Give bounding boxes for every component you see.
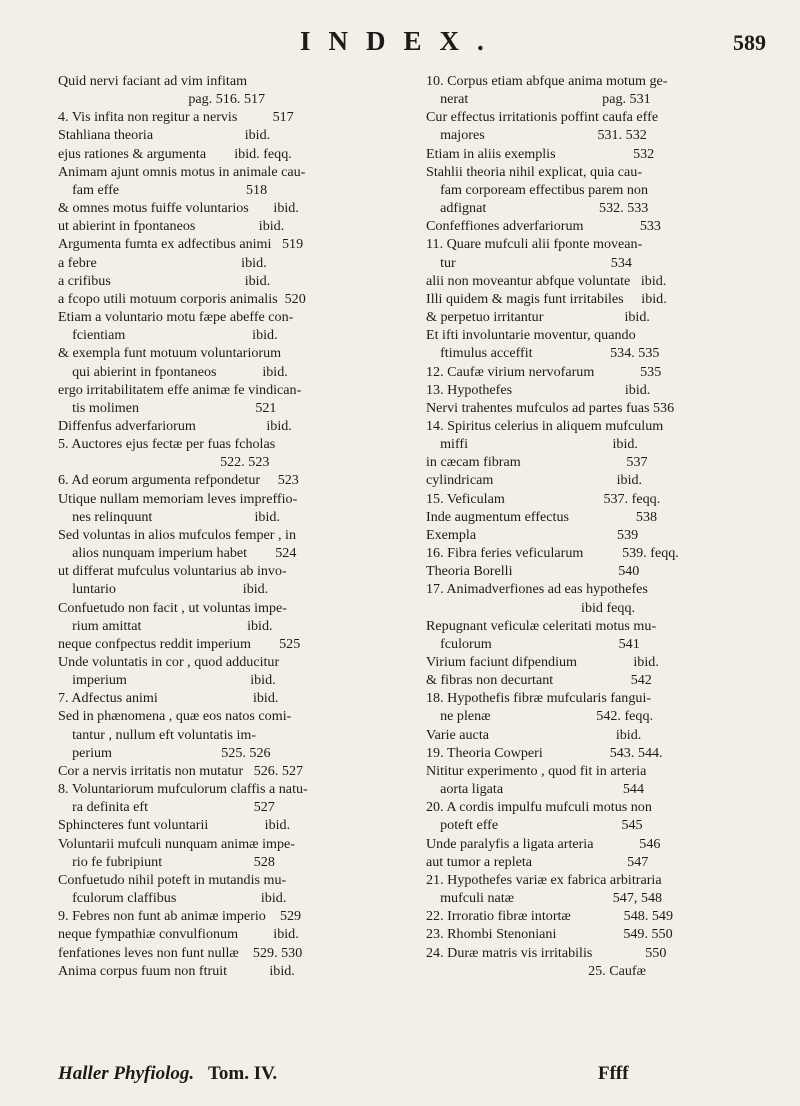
index-entry: Stahliana theoria ibid.	[58, 127, 271, 144]
index-entry: Diffenfus adverfariorum ibid.	[58, 417, 292, 434]
index-entry: Confeffiones adverfariorum 533	[426, 218, 661, 235]
index-entry: & omnes motus fuiffe voluntarios ibid.	[58, 200, 299, 217]
index-entry: 5. Auctores ejus fectæ per fuas fcholas	[58, 436, 276, 453]
index-entry: tantur , nullum eft voluntatis im-	[58, 726, 257, 743]
index-entry: Sed voluntas in alios mufculos femper , in	[58, 526, 296, 543]
index-entry: in cæcam fibram 537	[426, 454, 648, 471]
index-entry: luntario ibid.	[58, 581, 269, 598]
index-entry: ejus rationes & argumenta ibid. feqq.	[58, 145, 292, 162]
index-entry: Confuetudo non facit , ut voluntas impe-	[58, 599, 287, 616]
index-entry: & perpetuo irritantur ibid.	[426, 309, 650, 326]
index-entry: neque fympathiæ convulfionum ibid.	[58, 926, 299, 943]
index-entry: Stahlii theoria nihil explicat, quia cau-	[426, 163, 643, 180]
index-entry: 23. Rhombi Stenoniani 549. 550	[426, 926, 673, 943]
index-entry: imperium ibid.	[58, 672, 276, 689]
index-entry: rio fe fubripiunt 528	[58, 853, 275, 870]
index-entry: Exempla 539	[426, 526, 639, 543]
index-entry: ne plenæ 542. feqq.	[426, 708, 654, 725]
index-entry: 19. Theoria Cowperi 543. 544.	[426, 744, 663, 761]
index-entry: a febre ibid.	[58, 254, 267, 271]
index-entry: a crifibus ibid.	[58, 272, 271, 289]
index-entry: fculorum claffibus ibid.	[58, 890, 287, 907]
index-entry: Unde voluntatis in cor , quod adducitur	[58, 654, 280, 670]
index-entry: ergo irritabilitatem effe animæ fe vindican-	[58, 381, 302, 398]
index-entry: Sphincteres funt voluntarii ibid.	[58, 817, 291, 834]
index-entry: Etiam in aliis exemplis 532	[426, 145, 655, 162]
index-entry: adfignat 532. 533	[426, 200, 649, 217]
index-entry: Virium faciunt difpendium ibid.	[426, 654, 659, 670]
index-entry: a fcopo utili motuum corporis animalis 520	[58, 290, 306, 307]
index-entry: Etiam a voluntario motu fæpe abeffe con-	[58, 309, 294, 326]
index-entry: qui abierint in fpontaneos ibid.	[58, 363, 288, 380]
index-entry: 9. Febres non funt ab animæ imperio 529	[58, 908, 302, 925]
page-footer	[58, 1063, 758, 1093]
footer-volume: Tom. IV.	[208, 1063, 278, 1084]
footer-book-title: Haller Phyfiolog.	[58, 1063, 195, 1084]
index-entry: Anima corpus fuum non ftruit ibid.	[58, 962, 295, 979]
index-entry: 7. Adfectus animi ibid.	[58, 690, 279, 707]
index-entry: 15. Veficulam 537. feqq.	[426, 490, 661, 507]
index-entry: Confuetudo nihil poteft in mutandis mu-	[58, 871, 287, 888]
index-entry: 18. Hypothefis fibræ mufcularis fangui-	[426, 690, 652, 707]
page-number: 589	[733, 30, 766, 55]
index-entry: & fibras non decurtant 542	[426, 672, 652, 689]
index-entry: ibid feqq.	[426, 599, 636, 616]
index-entry: poteft effe 545	[426, 817, 643, 834]
index-entry: Varie aucta ibid.	[426, 726, 642, 743]
index-entry: & exempla funt motuum voluntariorum	[58, 345, 282, 362]
index-entry: nes relinquunt ibid.	[58, 508, 280, 525]
index-entry: perium 525. 526	[58, 744, 271, 761]
index-entry: tis molimen 521	[58, 399, 277, 416]
index-entry: tur 534	[426, 254, 632, 271]
index-entry: 25. Caufæ	[426, 962, 647, 979]
index-entry: 13. Hypothefes ibid.	[426, 381, 651, 398]
index-entry: 12. Caufæ virium nervofarum 535	[426, 363, 662, 380]
index-entry: ftimulus acceffit 534. 535	[426, 345, 660, 362]
page-header	[0, 8, 800, 68]
index-entry: fam corpoream effectibus parem non	[426, 181, 649, 198]
index-column-left	[58, 72, 418, 980]
index-entry: Quid nervi faciant ad vim infitam	[58, 73, 248, 89]
index-entry: 522. 523	[58, 454, 270, 471]
index-entry: rium amittat ibid.	[58, 617, 273, 634]
index-entry: fam effe 518	[58, 181, 268, 198]
index-entry: Cor a nervis irritatis non mutatur 526. 527	[58, 762, 304, 779]
index-entry: ra definita eft 527	[58, 799, 275, 816]
index-entry: Unde paralyfis a ligata arteria 546	[426, 835, 661, 852]
index-entry: aorta ligata 544	[426, 781, 645, 798]
index-entry: cylindricam ibid.	[426, 472, 643, 489]
index-entry: Illi quidem & magis funt irritabiles ibid.	[426, 290, 667, 307]
index-entry: 6. Ad eorum argumenta refpondetur 523	[58, 472, 299, 489]
index-entry: 22. Irroratio fibræ intortæ 548. 549	[426, 908, 674, 925]
index-entry: Cur effectus irritationis poffint caufa effe	[426, 109, 659, 126]
index-entry: nerat pag. 531	[426, 91, 651, 108]
index-entry: 16. Fibra feries veficularum 539. feqq.	[426, 545, 679, 562]
index-entry: mufculi natæ 547, 548	[426, 890, 663, 907]
index-entry: fcientiam ibid.	[58, 327, 278, 344]
index-entry: Nervi trahentes mufculos ad partes fuas 536	[426, 399, 675, 416]
index-entry: pag. 516. 517	[58, 91, 266, 108]
index-entry: 11. Quare mufculi alii fponte movean-	[426, 236, 643, 253]
index-entry: 8. Voluntariorum mufculorum claffis a natu-	[58, 781, 308, 798]
index-entry: alii non moveantur abfque voluntate ibid.	[426, 272, 667, 289]
index-entry: alios nunquam imperium habet 524	[58, 545, 297, 562]
index-entry: 20. A cordis impulfu mufculi motus non	[426, 799, 652, 816]
index-column-right	[426, 72, 778, 980]
index-entry: 17. Animadverfiones ad eas hypothefes	[426, 581, 648, 598]
index-entry: ut abierint in fpontaneos ibid.	[58, 218, 285, 235]
index-entry: Theoria Borelli 540	[426, 563, 640, 580]
index-entry: majores 531. 532	[426, 127, 647, 144]
index-entry: Utique nullam memoriam leves impreffio-	[58, 490, 298, 507]
index-entry: Repugnant veficulæ celeritati motus mu-	[426, 617, 657, 634]
index-entry: Nititur experimento , quod fit in arteria	[426, 762, 647, 779]
index-entry: ut differat mufculus voluntarius ab invo-	[58, 563, 287, 580]
printer-signature: Ffff	[598, 1063, 629, 1084]
index-entry: 14. Spiritus celerius in aliquem mufculum	[426, 417, 664, 434]
index-entry: Et ifti involuntarie moventur, quando	[426, 327, 636, 344]
index-entry: Voluntarii mufculi nunquam animæ impe-	[58, 835, 295, 852]
index-entry: Animam ajunt omnis motus in animale cau-	[58, 163, 306, 180]
running-title: INDEX.	[300, 26, 502, 56]
index-entry: Argumenta fumta ex adfectibus animi 519	[58, 236, 304, 253]
index-entry: neque confpectus reddit imperium 525	[58, 635, 301, 652]
index-entry: aut tumor a repleta 547	[426, 853, 649, 870]
index-entry: Inde augmentum effectus 538	[426, 508, 658, 525]
index-entry: miffi ibid.	[426, 436, 638, 453]
index-entry: 21. Hypothefes variæ ex fabrica arbitraria	[426, 871, 662, 888]
index-entry: fculorum 541	[426, 635, 640, 652]
index-entry: fenfationes leves non funt nullæ 529. 530	[58, 944, 303, 961]
index-entry: 4. Vis infita non regitur a nervis 517	[58, 109, 294, 126]
index-entry: 10. Corpus etiam abfque anima motum ge-	[426, 73, 668, 89]
index-entry: 24. Duræ matris vis irritabilis 550	[426, 944, 667, 961]
index-entry: Sed in phænomena , quæ eos natos comi-	[58, 708, 292, 725]
